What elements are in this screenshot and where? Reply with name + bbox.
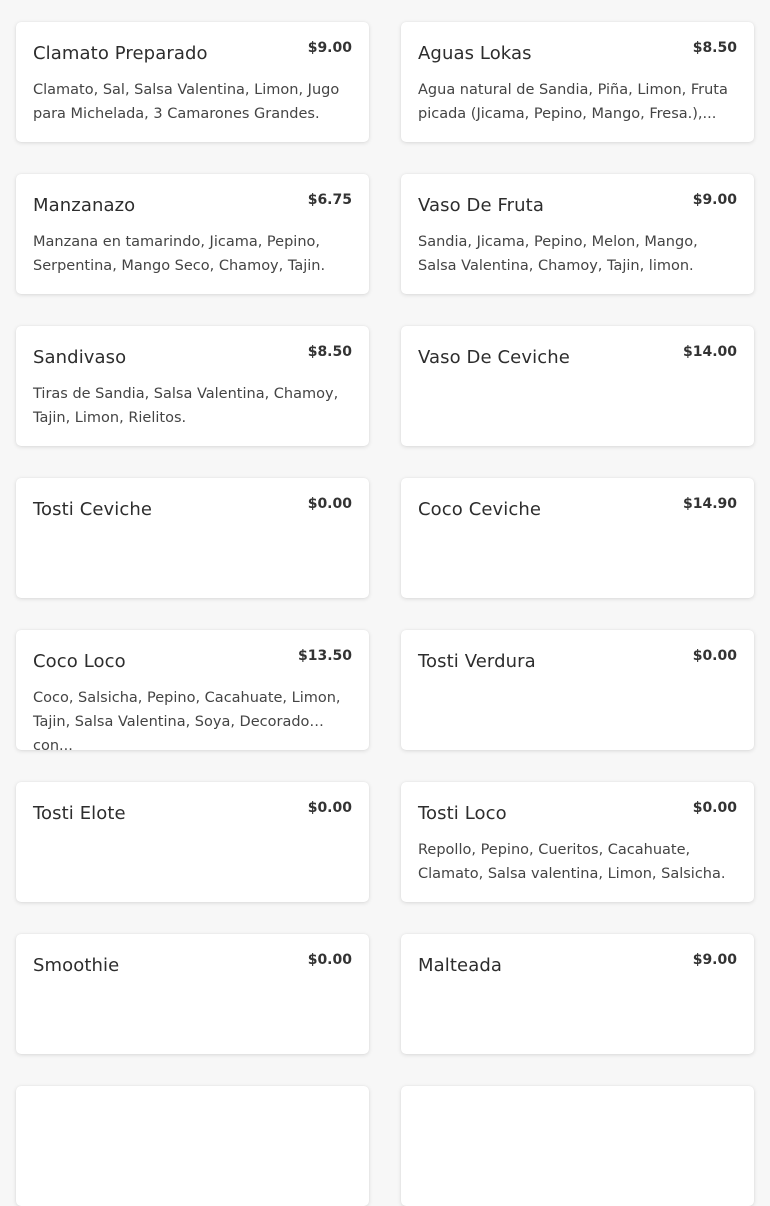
menu-item-header — [418, 954, 737, 977]
menu-item-price: $0.00 — [692, 648, 737, 664]
menu-item-card[interactable] — [16, 782, 369, 902]
menu-item-price: $9.00 — [692, 192, 737, 208]
menu-item-card[interactable] — [401, 934, 754, 1054]
menu-item-price: $14.00 — [682, 344, 737, 360]
menu-item-name: Sandivaso — [33, 347, 127, 368]
menu-item-price: $13.50 — [297, 648, 352, 664]
menu-item-description: Clamato, Sal, Salsa Valentina, Limon, Jugo para Michelada, 3 Camarones Grandes. — [33, 82, 340, 122]
menu-item-card[interactable] — [16, 934, 369, 1054]
menu-item-price: $9.00 — [692, 952, 737, 968]
menu-item-header — [33, 194, 352, 217]
menu-item-name: Vaso De Fruta — [418, 195, 544, 216]
menu-item-header — [33, 346, 352, 369]
menu-item-name: Coco Ceviche — [418, 499, 542, 520]
menu-item-description: Coco, Salsicha, Pepino, Cacahuate, Limon, Tajin, Salsa Valentina, Soya, Decorado con... — [33, 690, 341, 754]
menu-item-header — [33, 498, 352, 521]
menu-item-card[interactable] — [16, 478, 369, 598]
menu-item-header — [418, 194, 737, 217]
menu-item-card[interactable] — [401, 174, 754, 294]
menu-item-name: Manzanazo — [33, 195, 136, 216]
menu-item-card[interactable] — [401, 1086, 754, 1206]
menu-item-header — [418, 650, 737, 673]
menu-item-price: $0.00 — [692, 800, 737, 816]
menu-item-description: Tiras de Sandia, Salsa Valentina, Chamoy, Tajin, Limon, Rielitos. — [33, 386, 339, 426]
menu-item-header — [418, 498, 737, 521]
menu-item-header — [33, 42, 352, 65]
menu-item-header — [418, 802, 737, 825]
menu-item-price: $0.00 — [307, 800, 352, 816]
menu-item-header — [418, 1106, 737, 1107]
menu-item-card[interactable] — [401, 630, 754, 750]
menu-item-price: $9.00 — [307, 40, 352, 56]
menu-item-card[interactable] — [401, 478, 754, 598]
menu-item-card[interactable] — [16, 22, 369, 142]
menu-item-price: $0.00 — [307, 496, 352, 512]
menu-item-card[interactable] — [16, 174, 369, 294]
menu-item-name: Tosti Elote — [33, 803, 126, 824]
menu-item-description: Sandia, Jicama, Pepino, Melon, Mango, Salsa Valentina, Chamoy, Tajin, limon. — [418, 234, 698, 274]
menu-item-price: $8.50 — [692, 40, 737, 56]
menu-item-card[interactable] — [16, 1086, 369, 1206]
menu-item-card[interactable] — [401, 22, 754, 142]
menu-item-card[interactable] — [401, 326, 754, 446]
menu-item-name: Aguas Lokas — [418, 43, 532, 64]
menu-item-name: Coco Loco — [33, 651, 126, 672]
menu-item-name: Malteada — [418, 955, 502, 976]
menu-item-description: Agua natural de Sandia, Piña, Limon, Fruta picada (Jicama, Pepino, Mango, Fresa.),... — [418, 82, 728, 122]
menu-item-price: $0.00 — [307, 952, 352, 968]
menu-item-header — [33, 954, 352, 977]
menu-item-description: Manzana en tamarindo, Jicama, Pepino, Serpentina, Mango Seco, Chamoy, Tajin. — [33, 234, 326, 274]
menu-item-price: $8.50 — [307, 344, 352, 360]
menu-item-header — [33, 650, 352, 673]
menu-item-card[interactable] — [401, 782, 754, 902]
menu-item-header — [418, 346, 737, 369]
menu-item-card[interactable] — [16, 630, 369, 754]
menu-item-price: $14.90 — [682, 496, 737, 512]
menu-item-header — [33, 802, 352, 825]
menu-grid — [16, 0, 754, 1206]
menu-item-description: Repollo, Pepino, Cueritos, Cacahuate, Clamato, Salsa valentina, Limon, Salsicha. — [418, 842, 726, 882]
menu-item-card[interactable] — [16, 326, 369, 446]
menu-item-name: Tosti Verdura — [418, 651, 536, 672]
menu-item-name: Vaso De Ceviche — [418, 347, 570, 368]
menu-item-header — [33, 1106, 352, 1107]
menu-item-price: $6.75 — [307, 192, 352, 208]
menu-item-name: Tosti Loco — [418, 803, 507, 824]
menu-item-name: Tosti Ceviche — [33, 499, 153, 520]
menu-item-header — [418, 42, 737, 65]
menu-item-name: Clamato Preparado — [33, 43, 208, 64]
menu-item-name: Smoothie — [33, 955, 120, 976]
